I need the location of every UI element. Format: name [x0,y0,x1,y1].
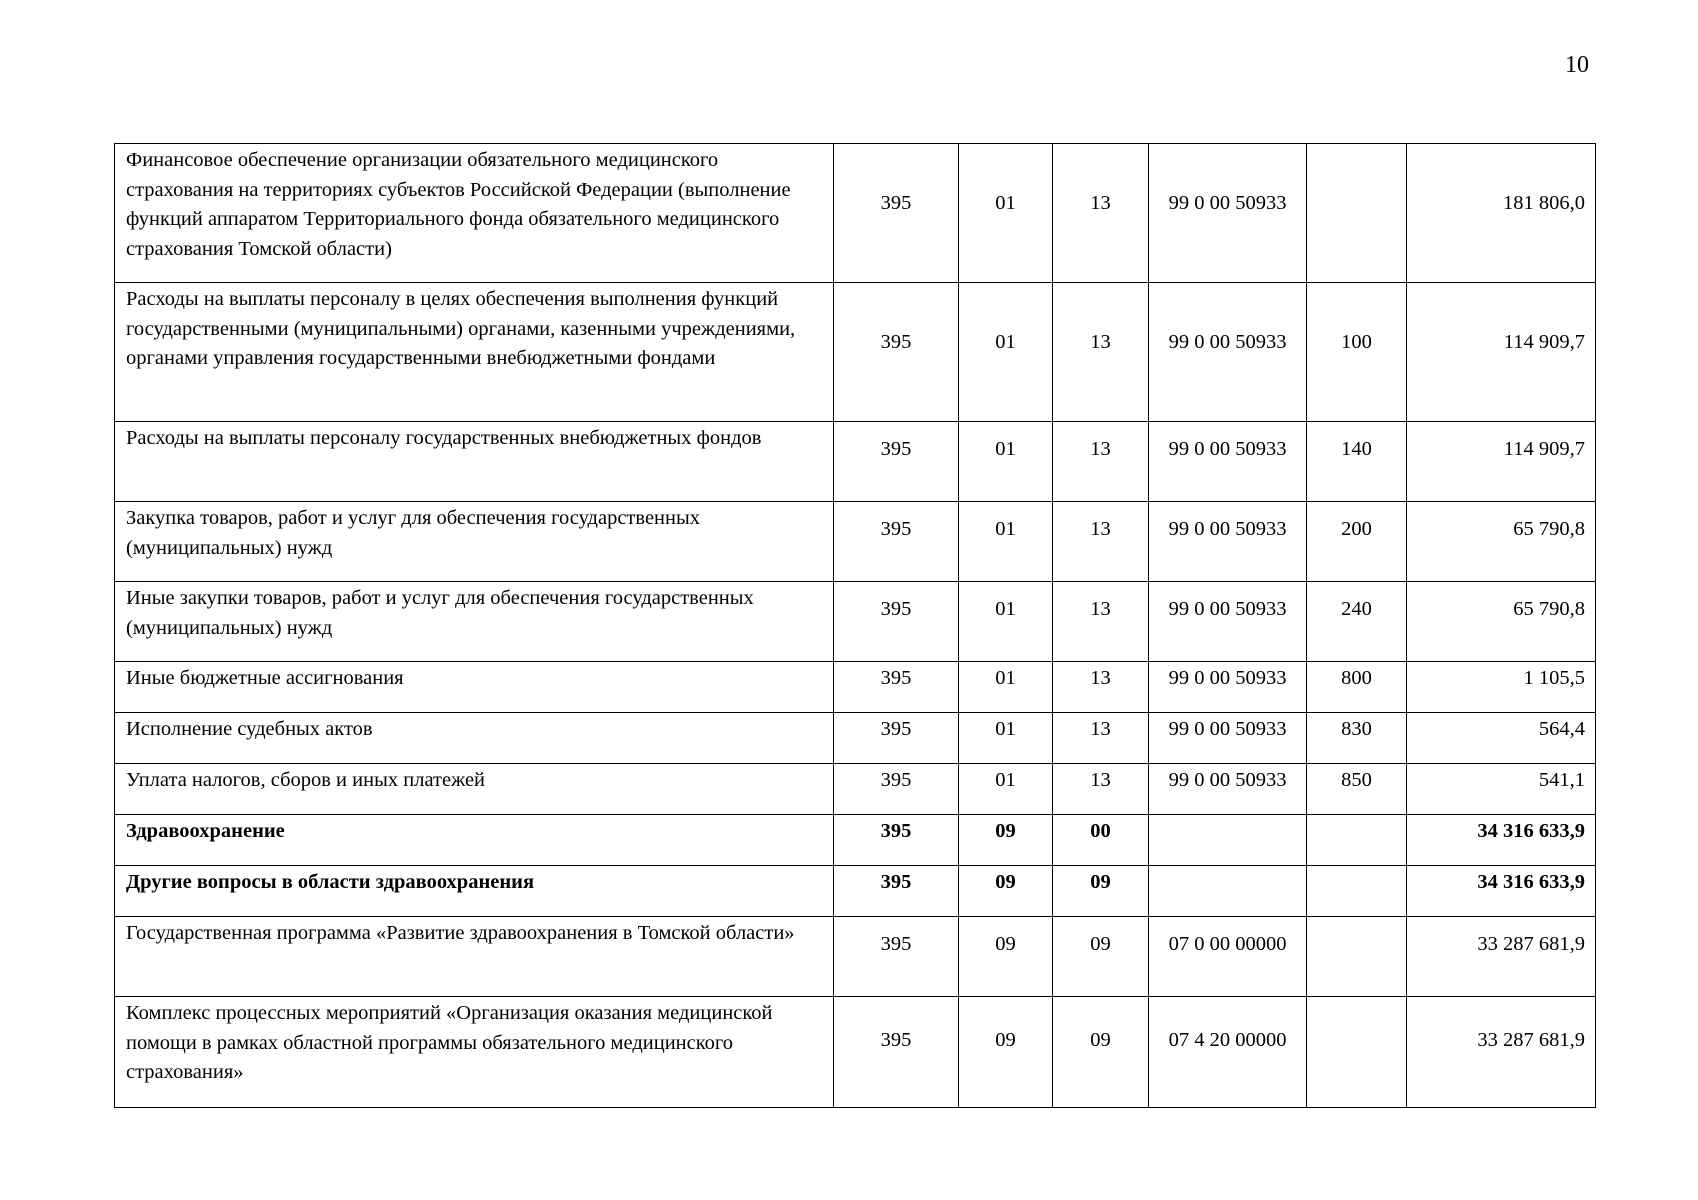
row-name: Расходы на выплаты персоналу в целях обеспечения выполнения функций государственными (муниципальными) органами, казенными учреждениями, органами управления государственными внебюджетными фондами [115,283,834,422]
expense-type-code [1307,815,1407,866]
amount: 114 909,7 [1407,283,1596,422]
subsection-code: 13 [1053,422,1149,502]
table-row [115,917,1596,997]
amount: 564,4 [1407,713,1596,764]
amount: 33 287 681,9 [1407,917,1596,997]
table-row [115,502,1596,582]
ministry-code: 395 [834,144,959,283]
ministry-code: 395 [834,582,959,662]
target-code: 99 0 00 50933 [1149,422,1307,502]
ministry-code: 395 [834,422,959,502]
ministry-code: 395 [834,997,959,1108]
expense-type-code: 800 [1307,662,1407,713]
table-row-section [115,815,1596,866]
target-code: 99 0 00 50933 [1149,713,1307,764]
row-name: Другие вопросы в области здравоохранения [115,866,834,917]
section-code: 09 [959,917,1053,997]
table-row [115,713,1596,764]
amount: 65 790,8 [1407,582,1596,662]
page-number: 10 [1565,52,1589,78]
target-code: 07 0 00 00000 [1149,917,1307,997]
subsection-code: 13 [1053,764,1149,815]
target-code: 99 0 00 50933 [1149,502,1307,582]
subsection-code: 13 [1053,283,1149,422]
amount: 1 105,5 [1407,662,1596,713]
subsection-code: 00 [1053,815,1149,866]
ministry-code: 395 [834,917,959,997]
expense-type-code: 140 [1307,422,1407,502]
row-name: Уплата налогов, сборов и иных платежей [115,764,834,815]
section-code: 01 [959,144,1053,283]
expense-type-code: 830 [1307,713,1407,764]
subsection-code: 13 [1053,502,1149,582]
table-row [115,422,1596,502]
target-code [1149,815,1307,866]
row-name: Государственная программа «Развитие здравоохранения в Томской области» [115,917,834,997]
expense-type-code: 240 [1307,582,1407,662]
row-name: Закупка товаров, работ и услуг для обеспечения государственных (муниципальных) нужд [115,502,834,582]
expense-type-code: 850 [1307,764,1407,815]
budget-table [114,143,1596,1108]
expense-type-code [1307,997,1407,1108]
subsection-code: 09 [1053,917,1149,997]
expense-type-code [1307,866,1407,917]
subsection-code: 09 [1053,997,1149,1108]
subsection-code: 13 [1053,713,1149,764]
row-name: Иные закупки товаров, работ и услуг для обеспечения государственных (муниципальных) нужд [115,582,834,662]
section-code: 09 [959,815,1053,866]
ministry-code: 395 [834,815,959,866]
expense-type-code [1307,917,1407,997]
table-row-section [115,866,1596,917]
section-code: 01 [959,422,1053,502]
table-row [115,764,1596,815]
section-code: 09 [959,866,1053,917]
table-row [115,662,1596,713]
section-code: 01 [959,713,1053,764]
target-code: 99 0 00 50933 [1149,662,1307,713]
subsection-code: 13 [1053,662,1149,713]
subsection-code: 09 [1053,866,1149,917]
ministry-code: 395 [834,866,959,917]
section-code: 01 [959,582,1053,662]
target-code [1149,866,1307,917]
ministry-code: 395 [834,502,959,582]
row-name: Иные бюджетные ассигнования [115,662,834,713]
row-name: Комплекс процессных мероприятий «Организация оказания медицинской помощи в рамках областной программы обязательного медицинского страхования» [115,997,834,1108]
section-code: 01 [959,502,1053,582]
subsection-code: 13 [1053,582,1149,662]
expense-type-code: 200 [1307,502,1407,582]
section-code: 09 [959,997,1053,1108]
expense-type-code: 100 [1307,283,1407,422]
amount: 114 909,7 [1407,422,1596,502]
amount: 65 790,8 [1407,502,1596,582]
table-row [115,582,1596,662]
section-code: 01 [959,662,1053,713]
table-row [115,997,1596,1108]
expense-type-code [1307,144,1407,283]
target-code: 07 4 20 00000 [1149,997,1307,1108]
ministry-code: 395 [834,283,959,422]
row-name: Финансовое обеспечение организации обязательного медицинского страхования на территориях субъектов Российской Федерации (выполнение функций аппаратом Территориального фонда обязательного медицинского страхования Томской области) [115,144,834,283]
ministry-code: 395 [834,662,959,713]
amount: 34 316 633,9 [1407,815,1596,866]
row-name: Исполнение судебных актов [115,713,834,764]
target-code: 99 0 00 50933 [1149,283,1307,422]
row-name: Здравоохранение [115,815,834,866]
table-row [115,283,1596,422]
amount: 33 287 681,9 [1407,997,1596,1108]
amount: 181 806,0 [1407,144,1596,283]
row-name: Расходы на выплаты персоналу государственных внебюджетных фондов [115,422,834,502]
amount: 34 316 633,9 [1407,866,1596,917]
ministry-code: 395 [834,713,959,764]
ministry-code: 395 [834,764,959,815]
target-code: 99 0 00 50933 [1149,764,1307,815]
amount: 541,1 [1407,764,1596,815]
section-code: 01 [959,764,1053,815]
target-code: 99 0 00 50933 [1149,144,1307,283]
target-code: 99 0 00 50933 [1149,582,1307,662]
table-row [115,144,1596,283]
section-code: 01 [959,283,1053,422]
subsection-code: 13 [1053,144,1149,283]
